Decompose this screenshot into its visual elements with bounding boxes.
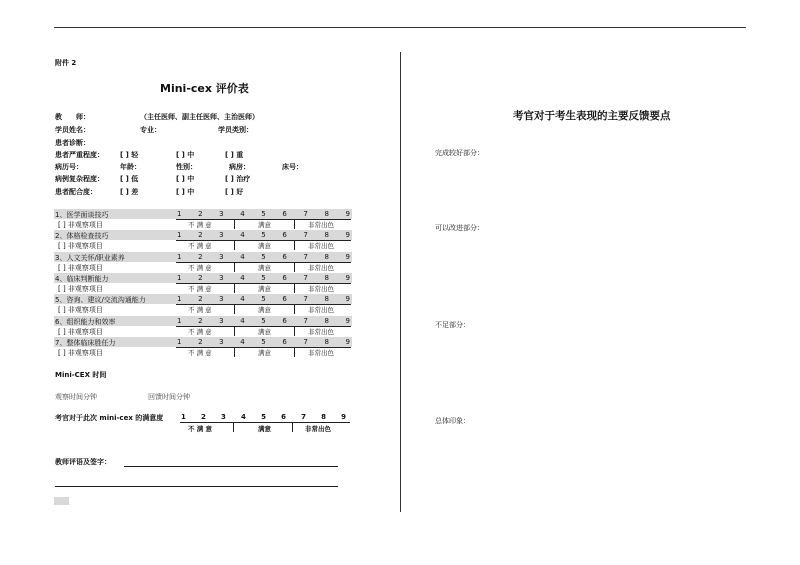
scale-label-satisfied: 满意 <box>258 221 271 229</box>
rating-score-option[interactable]: 4 <box>240 210 245 218</box>
overall-impression-label: 总体印象： <box>435 417 470 425</box>
scale-divider-tick <box>294 219 295 229</box>
scale-label-satisfied: 满意 <box>258 306 271 315</box>
severity-mild-checkbox[interactable]: [ ] 轻 <box>120 151 139 159</box>
teacher-label: 教 师： <box>55 113 90 121</box>
satisfaction-label: 考官对于此次 mini-cex 的满意度 <box>55 414 164 422</box>
scale-divider-tick <box>234 262 235 272</box>
scale-label-unsatisfied: 不 满 意 <box>188 263 212 272</box>
complexity-label: 病例复杂程度： <box>55 175 104 183</box>
rating-score-option[interactable]: 4 <box>240 337 245 346</box>
rating-scale-numbers <box>177 317 350 325</box>
satisfaction-score-option[interactable]: 1 <box>181 413 186 421</box>
rating-item-label: 1、医学面谈技巧 <box>55 211 109 219</box>
not-observed-checkbox[interactable]: [ ] 非观察项目 <box>58 263 103 272</box>
not-observed-checkbox[interactable]: [ ] 非观察项目 <box>58 221 103 229</box>
rating-score-option[interactable]: 5 <box>261 337 266 346</box>
scale-divider-tick <box>292 422 293 432</box>
signature-label: 教师评语及签字： <box>55 458 111 466</box>
rating-score-option[interactable]: 7 <box>303 210 308 218</box>
rating-score-option[interactable]: 3 <box>219 295 224 304</box>
scale-divider-tick <box>234 304 235 314</box>
rating-score-option[interactable]: 1 <box>177 295 182 304</box>
rating-score-option[interactable]: 1 <box>177 337 182 346</box>
improve-part-label: 可以改进部分： <box>435 224 484 232</box>
student-type-label: 学员类别： <box>218 126 253 134</box>
rating-score-option[interactable]: 7 <box>303 252 308 261</box>
not-observed-checkbox[interactable]: [ ] 非观察项目 <box>58 284 103 293</box>
scale-label-unsatisfied: 不 满 意 <box>188 348 212 357</box>
scale-label-excellent: 非常出色 <box>308 242 334 251</box>
rating-score-option[interactable]: 1 <box>177 316 182 325</box>
diagnosis-label: 患者诊断： <box>55 139 90 147</box>
rating-item-label: 2、体格检查技巧 <box>55 232 109 241</box>
cooperation-medium-checkbox[interactable]: [ ] 中 <box>176 188 195 196</box>
rating-score-option[interactable]: 3 <box>219 231 224 240</box>
rating-score-option[interactable]: 4 <box>240 316 245 325</box>
rating-scale-numbers <box>177 274 350 282</box>
scale-label-satisfied: 满意 <box>258 284 271 293</box>
not-observed-checkbox[interactable]: [ ] 非观察项目 <box>58 306 103 315</box>
rating-item-label: 6、组织能力和效率 <box>55 317 116 326</box>
footer-mark <box>54 497 69 505</box>
attachment-label: 附件 2 <box>55 59 77 67</box>
rating-score-option[interactable]: 7 <box>303 337 308 346</box>
rating-score-option[interactable]: 5 <box>261 316 266 325</box>
rating-score-option[interactable]: 8 <box>324 316 329 325</box>
form-title: Mini-cex 评价表 <box>160 82 249 95</box>
rating-item-label: 4、临床判断能力 <box>55 274 109 283</box>
rating-item-label: 5、咨询、建议/交流沟通能力 <box>55 296 146 305</box>
rating-score-option[interactable]: 6 <box>282 316 287 325</box>
not-observed-checkbox[interactable]: [ ] 非观察项目 <box>58 327 103 336</box>
rating-score-option[interactable]: 8 <box>324 252 329 261</box>
rating-score-option[interactable]: 2 <box>198 252 203 261</box>
scale-label-excellent: 非常出色 <box>308 221 334 229</box>
satisfaction-score-option[interactable]: 3 <box>221 413 226 421</box>
rating-score-option[interactable]: 8 <box>324 295 329 304</box>
time-section-title: Mini-CEX 时间 <box>55 371 107 379</box>
rating-score-option[interactable]: 9 <box>345 231 350 240</box>
rating-score-option[interactable]: 2 <box>198 231 203 240</box>
scale-label-excellent: 非常出色 <box>308 263 334 272</box>
cooperation-poor-checkbox[interactable]: [ ] 差 <box>120 188 139 196</box>
record-no-label: 病历号： <box>55 163 83 171</box>
satisfaction-scale-line <box>180 422 350 423</box>
severity-label: 患者严重程度： <box>55 151 104 159</box>
scale-label-excellent: 非常出色 <box>308 306 334 315</box>
rating-score-option[interactable]: 9 <box>345 316 350 325</box>
page-divider <box>400 52 401 512</box>
rating-score-option[interactable]: 3 <box>219 316 224 325</box>
rating-score-option[interactable]: 6 <box>282 295 287 304</box>
scale-divider-tick <box>234 240 235 250</box>
rating-score-option[interactable]: 1 <box>177 210 182 218</box>
rating-score-option[interactable]: 8 <box>324 273 329 282</box>
rating-score-option[interactable]: 4 <box>240 273 245 282</box>
satisfaction-score-option[interactable]: 2 <box>201 413 206 421</box>
complexity-treatment-checkbox[interactable]: [ ] 治疗 <box>225 175 251 183</box>
rating-score-option[interactable]: 6 <box>282 273 287 282</box>
feedback-time-label: 回馈时间分钟 <box>148 393 190 401</box>
rating-score-option[interactable]: 1 <box>177 231 182 240</box>
satisfaction-numbers <box>181 413 346 421</box>
rating-score-option[interactable]: 8 <box>324 337 329 346</box>
comment-line[interactable] <box>55 486 338 487</box>
scale-divider-tick <box>294 240 295 250</box>
rating-score-option[interactable]: 2 <box>198 316 203 325</box>
good-part-label: 完成较好部分： <box>435 149 484 157</box>
rating-score-option[interactable]: 9 <box>345 273 350 282</box>
rating-scale-numbers <box>177 338 350 346</box>
not-observed-checkbox[interactable]: [ ] 非观察项目 <box>58 348 103 357</box>
scale-divider-tick <box>294 304 295 314</box>
age-label: 年龄： <box>120 163 141 171</box>
student-name-label: 学员姓名： <box>55 126 90 134</box>
rating-score-option[interactable]: 9 <box>345 252 350 261</box>
rating-score-option[interactable]: 3 <box>219 252 224 261</box>
scale-divider-tick <box>234 283 235 293</box>
scale-divider-tick <box>294 262 295 272</box>
scale-label-unsatisfied: 不 满 意 <box>188 284 212 293</box>
rating-score-option[interactable]: 6 <box>282 337 287 346</box>
satisfaction-score-option[interactable]: 5 <box>261 413 266 421</box>
teacher-options: （主任医师、副主任医师、主治医师） <box>140 113 259 121</box>
satisfaction-score-option[interactable]: 7 <box>301 413 306 421</box>
scale-divider-tick <box>234 347 235 357</box>
scale-label-satisfied: 满意 <box>258 348 271 357</box>
sex-label: 性别： <box>176 163 197 171</box>
rating-scale-numbers <box>177 295 350 303</box>
scale-label-excellent: 非常出色 <box>308 348 334 357</box>
scale-divider-tick <box>294 283 295 293</box>
scale-label-unsatisfied: 不 满 意 <box>188 327 212 336</box>
rating-score-option[interactable]: 6 <box>282 252 287 261</box>
scale-label-satisfied: 满意 <box>258 263 271 272</box>
scale-divider-tick <box>234 326 235 336</box>
scale-label-excellent: 非常出色 <box>308 284 334 293</box>
rating-score-option[interactable]: 4 <box>240 231 245 240</box>
rating-score-option[interactable]: 9 <box>345 337 350 346</box>
satisfaction-satisfied-label: 满意 <box>258 425 271 433</box>
not-observed-checkbox[interactable]: [ ] 非观察项目 <box>58 242 103 251</box>
rating-score-option[interactable]: 7 <box>303 316 308 325</box>
scale-divider-tick <box>234 219 235 229</box>
complexity-medium-checkbox[interactable]: [ ] 中 <box>176 175 195 183</box>
rating-score-option[interactable]: 8 <box>324 210 329 218</box>
rating-score-option[interactable]: 3 <box>219 337 224 346</box>
rating-scale-numbers <box>177 231 350 239</box>
rating-item-label: 7、整体临床胜任力 <box>55 338 116 347</box>
scale-label-satisfied: 满意 <box>258 327 271 336</box>
feedback-title: 考官对于考生表现的主要反馈要点 <box>513 110 671 122</box>
satisfaction-score-option[interactable]: 4 <box>241 413 246 421</box>
satisfaction-unsatisfied-label: 不 满 意 <box>188 425 213 433</box>
rating-score-option[interactable]: 9 <box>345 295 350 304</box>
rating-score-option[interactable]: 2 <box>198 295 203 304</box>
bed-label: 床号： <box>282 163 303 171</box>
satisfaction-score-option[interactable]: 9 <box>341 413 346 421</box>
rating-scale-numbers <box>177 210 350 218</box>
scale-label-unsatisfied: 不 满 意 <box>188 306 212 315</box>
ward-label: 病房： <box>229 163 250 171</box>
scale-divider-tick <box>294 326 295 336</box>
rating-score-option[interactable]: 1 <box>177 252 182 261</box>
complexity-low-checkbox[interactable]: [ ] 低 <box>120 175 139 183</box>
rating-score-option[interactable]: 6 <box>282 210 287 218</box>
cooperation-label: 患者配合度： <box>55 188 97 196</box>
rating-score-option[interactable]: 4 <box>240 252 245 261</box>
satisfaction-score-option[interactable]: 6 <box>281 413 286 421</box>
rating-scale-numbers <box>177 253 350 261</box>
scale-divider-tick <box>233 422 234 432</box>
rating-score-option[interactable]: 9 <box>345 210 350 218</box>
satisfaction-score-option[interactable]: 8 <box>321 413 326 421</box>
severity-moderate-checkbox[interactable]: [ ] 中 <box>176 151 195 159</box>
cooperation-good-checkbox[interactable]: [ ] 好 <box>225 188 244 196</box>
rating-score-option[interactable]: 5 <box>261 231 266 240</box>
rating-score-option[interactable]: 7 <box>303 273 308 282</box>
scale-label-satisfied: 满意 <box>258 242 271 251</box>
rating-item-label: 3、人文关怀/职业素养 <box>55 253 125 262</box>
rating-score-option[interactable]: 7 <box>303 295 308 304</box>
rating-score-option[interactable]: 8 <box>324 231 329 240</box>
major-label: 专业： <box>140 126 161 134</box>
rating-score-option[interactable]: 3 <box>219 273 224 282</box>
lacking-part-label: 不足部分： <box>435 321 470 329</box>
scale-label-unsatisfied: 不 满 意 <box>188 242 212 251</box>
rating-score-option[interactable]: 5 <box>261 252 266 261</box>
signature-line[interactable] <box>124 466 338 467</box>
severity-severe-checkbox[interactable]: [ ] 重 <box>225 151 244 159</box>
rating-score-option[interactable]: 5 <box>261 273 266 282</box>
rating-score-option[interactable]: 6 <box>282 231 287 240</box>
rating-score-option[interactable]: 1 <box>177 273 182 282</box>
rating-score-option[interactable]: 2 <box>198 273 203 282</box>
rating-score-option[interactable]: 5 <box>261 295 266 304</box>
rating-score-option[interactable]: 2 <box>198 337 203 346</box>
scale-label-unsatisfied: 不 满 意 <box>188 221 212 229</box>
rating-score-option[interactable]: 5 <box>261 210 266 218</box>
observe-time-label: 观察时间分钟 <box>55 393 97 401</box>
rating-score-option[interactable]: 3 <box>219 210 224 218</box>
rating-score-option[interactable]: 7 <box>303 231 308 240</box>
scale-divider-tick <box>294 347 295 357</box>
top-rule <box>54 27 746 28</box>
scale-label-excellent: 非常出色 <box>308 327 334 336</box>
rating-score-option[interactable]: 4 <box>240 295 245 304</box>
satisfaction-excellent-label: 非常出色 <box>305 425 331 433</box>
rating-score-option[interactable]: 2 <box>198 210 203 218</box>
